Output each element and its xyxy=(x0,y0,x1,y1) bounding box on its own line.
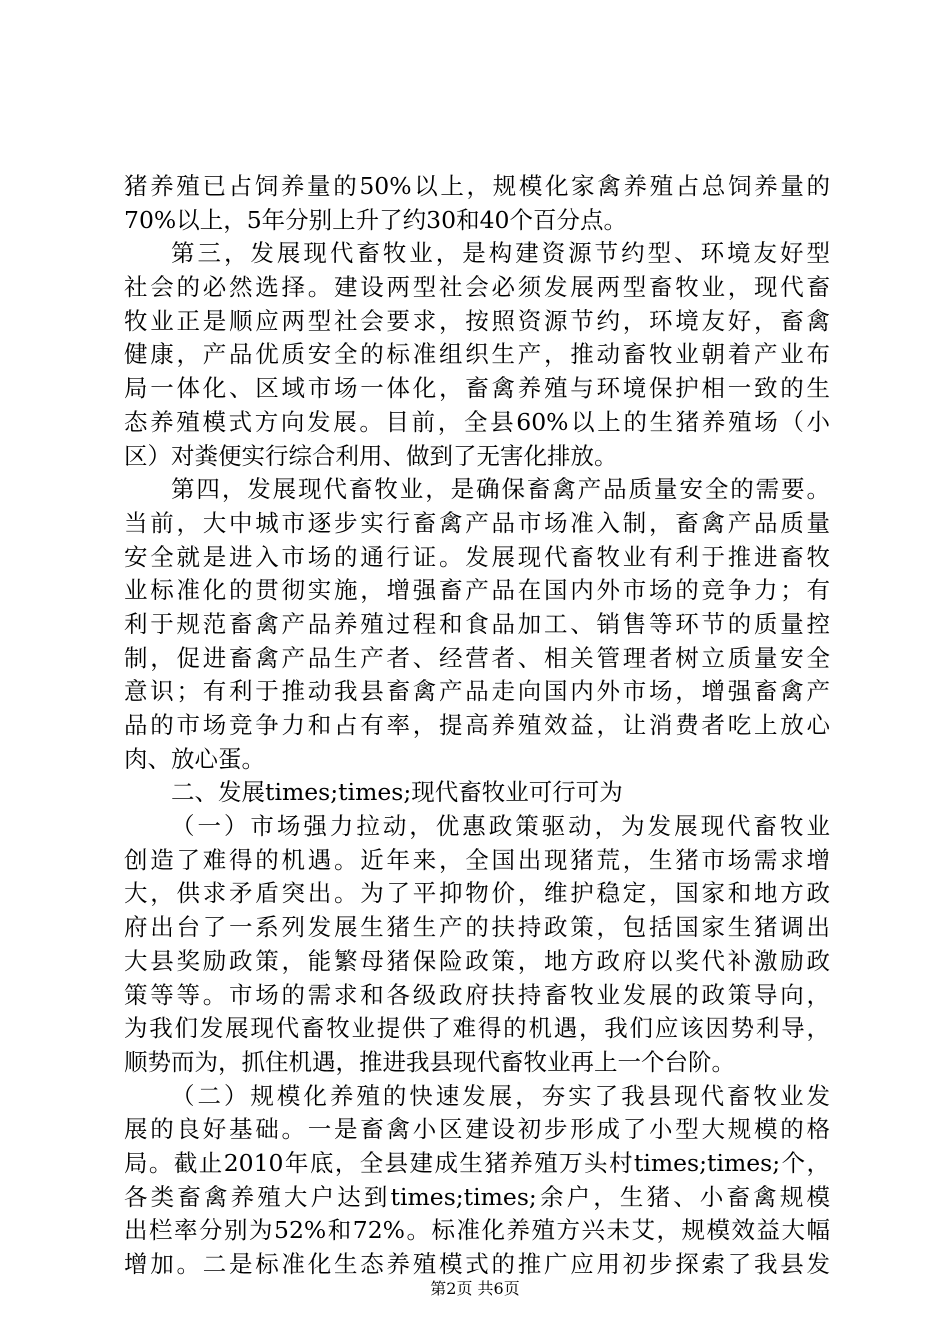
text-line: 第三，发展现代畜牧业，是构建资源节约型、环境友好型 xyxy=(171,239,830,268)
text-line: 各类畜禽养殖大户达到times;times;余户，生猪、小畜禽规模 xyxy=(124,1182,830,1211)
text-line: 创造了难得的机遇。近年来，全国出现猪荒，生猪市场需求增 xyxy=(124,845,830,874)
text-line: 第四，发展现代畜牧业，是确保畜禽产品质量安全的需要。 xyxy=(171,475,830,504)
text-line: 为我们发展现代畜牧业提供了难得的机遇，我们应该因势利导， xyxy=(124,1014,830,1043)
text-line: 府出台了一系列发展生猪生产的扶持政策，包括国家生猪调出 xyxy=(124,913,830,942)
text-line: 二、发展times;times;现代畜牧业可行可为 xyxy=(171,778,623,807)
text-line: （二）规模化养殖的快速发展，夯实了我县现代畜牧业发 xyxy=(171,1081,830,1110)
document-body xyxy=(124,170,830,1282)
text-line: 顺势而为，抓住机遇，推进我县现代畜牧业再上一个台阶。 xyxy=(124,1047,735,1076)
page-number-footer: 第2页 共6页 xyxy=(430,1279,520,1298)
text-line: 品的市场竞争力和占有率，提高养殖效益，让消费者吃上放心 xyxy=(124,711,830,739)
text-line: 牧业正是顺应两型社会要求，按照资源节约，环境友好，畜禽 xyxy=(124,306,830,335)
text-line: 增加。二是标准化生态养殖模式的推广应用初步探索了我县发 xyxy=(124,1250,830,1278)
text-line: 利于规范畜禽产品养殖过程和食品加工、销售等环节的质量控 xyxy=(124,609,830,638)
text-line: 健康，产品优质安全的标准组织生产，推动畜牧业朝着产业布 xyxy=(124,340,830,369)
text-line: 策等等。市场的需求和各级政府扶持畜牧业发展的政策导向， xyxy=(124,980,830,1009)
text-line: 意识；有利于推动我县畜禽产品走向国内外市场，增强畜禽产 xyxy=(124,677,830,706)
text-line: 猪养殖已占饲养量的50%以上，规模化家禽养殖占总饲养量的 xyxy=(124,172,830,200)
text-line: 70%以上，5年分别上升了约30和40个百分点。 xyxy=(124,205,627,234)
text-line: 大县奖励政策，能繁母猪保险政策，地方政府以奖代补激励政 xyxy=(124,946,830,975)
text-line: 安全就是进入市场的通行证。发展现代畜牧业有利于推进畜牧 xyxy=(124,542,830,571)
text-line: 大，供求矛盾突出。为了平抑物价，维护稳定，国家和地方政 xyxy=(124,879,830,908)
text-line: 局一体化、区域市场一体化，畜禽养殖与环境保护相一致的生 xyxy=(124,374,830,403)
text-line: 社会的必然选择。建设两型社会必须发展两型畜牧业，现代畜 xyxy=(124,273,830,302)
text-line: 肉、放心蛋。 xyxy=(124,744,265,773)
text-line: 区）对粪便实行综合利用、做到了无害化排放。 xyxy=(124,441,618,470)
text-line: 业标准化的贯彻实施，增强畜产品在国内外市场的竞争力；有 xyxy=(124,576,830,605)
text-line: （一）市场强力拉动，优惠政策驱动，为发展现代畜牧业 xyxy=(171,812,830,841)
text-line: 制，促进畜禽产品生产者、经营者、相关管理者树立质量安全 xyxy=(124,643,830,672)
text-line: 出栏率分别为52%和72%。标准化养殖方兴未艾，规模效益大幅 xyxy=(124,1216,830,1245)
text-line: 当前，大中城市逐步实行畜禽产品市场准入制，畜禽产品质量 xyxy=(124,508,830,537)
text-line: 局。截止2010年底，全县建成生猪养殖万头村times;times;个， xyxy=(124,1148,830,1177)
text-line: 态养殖模式方向发展。目前，全县60%以上的生猪养殖场（小 xyxy=(124,407,830,436)
text-line: 展的良好基础。一是畜禽小区建设初步形成了小型大规模的格 xyxy=(124,1115,830,1144)
